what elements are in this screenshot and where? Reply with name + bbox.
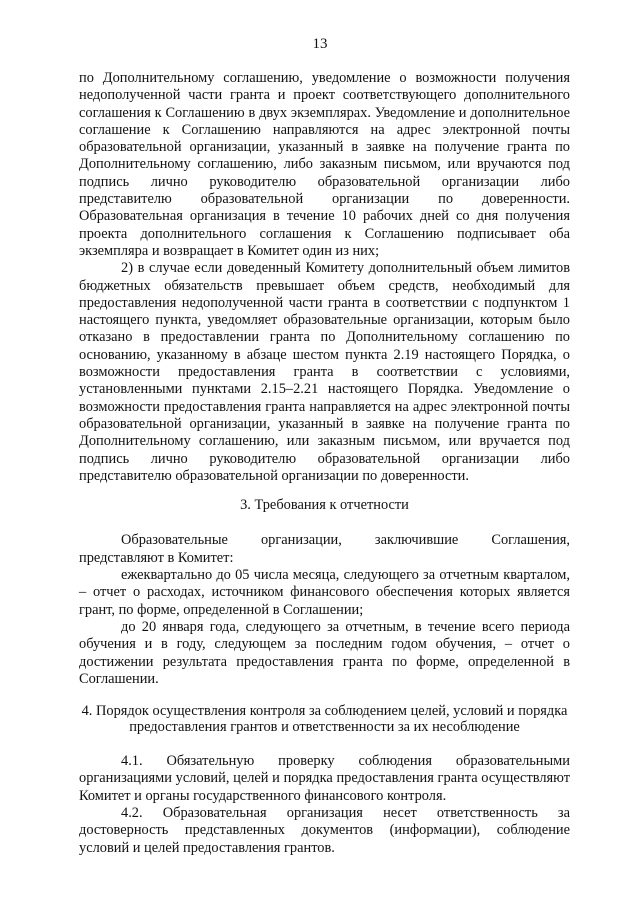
- paragraph-item-2: 2) в случае если доведенный Комитету дополнительный объем лимитов бюджетных обязательств превышает объем средств, необходимый для предоставления недополученной части гранта в соответствии с подпунктом 1 настоящего пункта, уведомляет образовательные организации, которым было отказано в предоставлении гранта по Дополнительному соглашению по основанию, указанному в абзаце шестом пункта 2.19 настоящего Порядка, о возможности предоставления гранта в соответствии с условиями, установленными пунктами 2.15–2.21 настоящего Порядка. Уведомление о возможности предоставления гранта направляется на адрес электронной почты образовательной организации, указанный в заявке на получение гранта по Дополнительному соглашению, или заказным письмом, или вручается под подпись лично руководителю образовательной организации либо представителю образовательной организации по доверенности.: [79, 260, 570, 484]
- section-4-item-4-2: 4.2. Образовательная организация несет ответственность за достоверность представленных документов (информации), соблюдение условий и целей предоставления грантов.: [79, 804, 570, 856]
- section-3-annual-report: до 20 января года, следующего за отчетным, в течение всего периода обучения и в году, следующем за последним годом обучения, – отчет о достижении результата предоставления гранта по форме, определенной в Соглашении.: [79, 618, 570, 687]
- document-body: [79, 70, 570, 857]
- section-3-heading: 3. Требования к отчетности: [240, 497, 409, 514]
- paragraph-continuation: по Дополнительному соглашению, уведомление о возможности получения недополученной части гранта и проект соответствующего дополнительного соглашения к Соглашению в двух экземплярах. Уведомление и дополнительное соглашение к Соглашению направляются на адрес электронной почты образовательной организации, указанный в заявке на получение гранта по Дополнительному соглашению, либо заказным письмом, или вручаются под подпись лично руководителю образовательной организации либо представителю образовательной организации по доверенности. Образовательная организация в течение 10 рабочих дней со дня получения проекта дополнительного соглашения к Соглашению подписывает оба экземпляра и возвращает в Комитет один из них;: [79, 70, 570, 259]
- page-number: 13: [312, 36, 328, 52]
- section-3-intro: Образовательные организации, заключившие Соглашения, представляют в Комитет:: [79, 532, 570, 566]
- section-4-heading: 4. Порядок осуществления контроля за соблюдением целей, условий и порядка предоставления грантов и ответственности за их несоблюдение: [81, 703, 568, 735]
- section-3-quarterly-report: ежеквартально до 05 числа месяца, следующего за отчетным кварталом, – отчет о расходах, источником финансового обеспечения которых является грант, по форме, определенной в Соглашении;: [79, 567, 570, 618]
- section-4-item-4-1: 4.1. Обязательную проверку соблюдения образовательными организациями условий, целей и порядка предоставления гранта осуществляют Комитет и органы государственного финансового контроля.: [79, 753, 570, 804]
